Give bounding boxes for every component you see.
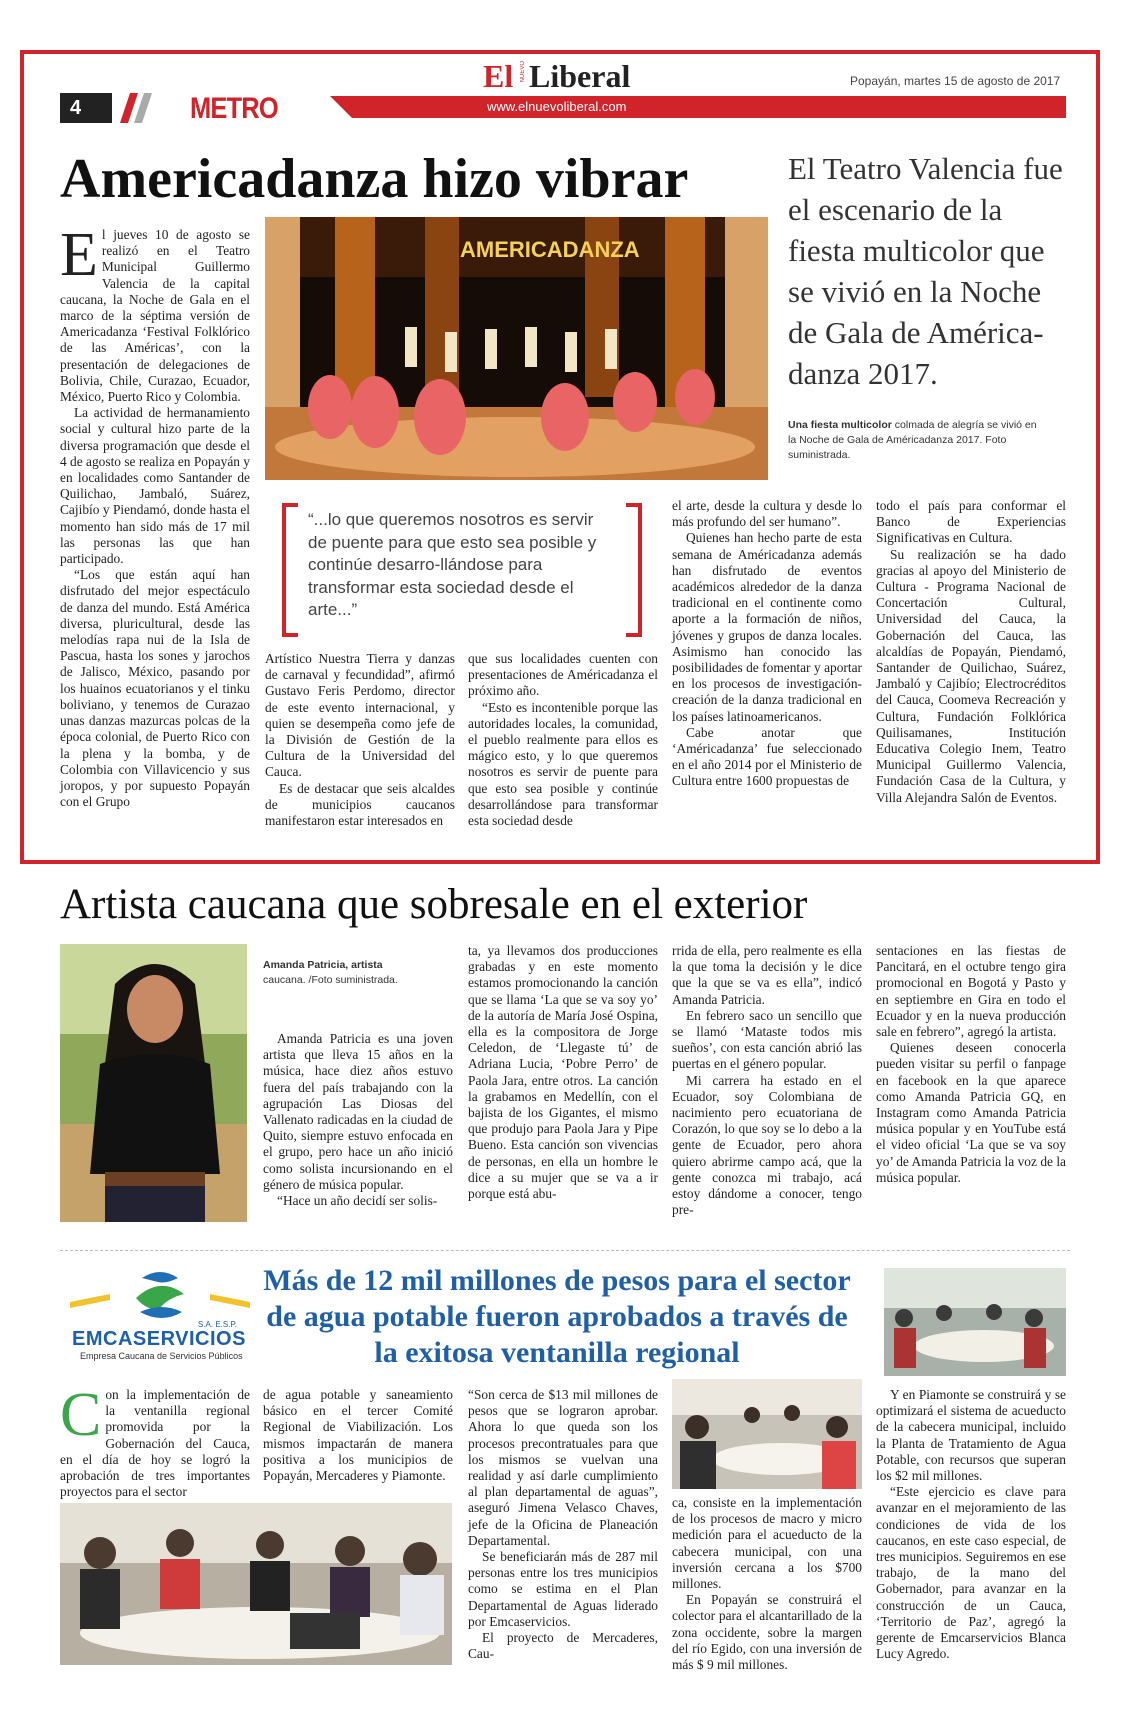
photo-caption: [263, 958, 413, 988]
caption-text: colmada de alegría se vivió en la Noche de Gala de Américadanza 2017. Foto suministrada.: [788, 419, 1037, 461]
water-drop-icon: [70, 1268, 250, 1324]
article-column-2: [468, 943, 658, 1202]
website-url: www.elnuevoliberal.com: [487, 99, 627, 114]
paragraph: “Son cerca de $13 mil millones de pesos que se lograron aprobar. Ahora lo que queda son los procesos precontratuales para que los mismos se vuelvan una realidad y así darle cumplimiento al plan departamental de aguas”, aseguró Jimena Velasco Chaves, jefe de la Oficina de Planeación Departamental.: [468, 1387, 658, 1548]
article-column-1: [60, 1381, 250, 1500]
photo-caption: [788, 418, 1038, 463]
paragraph: “Hace un año decidí ser solis-: [277, 1193, 438, 1209]
caption-lead: Una fiesta multicolor: [788, 419, 892, 431]
deck: El Teatro Valencia fue el escenario de la fiesta multicolor que se vivió en la Noche de Gala de América-danza 2017.: [788, 151, 1063, 391]
meeting-photo-mid: [672, 1379, 862, 1489]
paragraph: on la implementación de la ventanilla regional promovida por la Gobernación del Cauca, en el día de hoy se logró la aprobación de tres importantes proyectos para el sector: [60, 1387, 250, 1500]
logo-sa: S.A. E.S.P.: [198, 1320, 237, 1329]
article-column-5: [876, 1387, 1066, 1662]
paragraph: todo el país para conformar el Banco de Experiencias Significativas en Cultura.: [876, 498, 1066, 546]
paragraph: Y en Piamonte se construirá y se optimizará el sistema de acueducto de la cabecera municipal, incluido la Planta de Tratamiento de Agua Potable, con recursos que superan los $2 mil millones.: [876, 1387, 1066, 1484]
article-column-1: [60, 221, 251, 810]
article-column-5: [876, 498, 1066, 806]
article-column-4: [672, 1495, 862, 1673]
headline: Americadanza hizo vibrar: [60, 148, 689, 210]
headline: Más de 12 mil millones de pesos para el sector de agua potable fueron aprobados a través de la exitosa ventanilla regional: [263, 1264, 851, 1369]
logo-tagline: Empresa Caucana de Servicios Públicos: [80, 1351, 243, 1361]
paragraph: Mi carrera ha estado en el Ecuador, soy Colombiana de nacimiento pero ecuatoriana de Corazón, lo que soy se lo debo a la gente de Ecuador, pero ahora quiero abrirme campo acá, que la gente conozca mi trabajo, acá estoy dándome a conocer, tengo pre-: [672, 1072, 862, 1218]
headline: Artista caucana que sobresale en el exterior: [60, 881, 808, 928]
meeting-photo-top-image: [884, 1268, 1066, 1376]
meeting-photo-mid-image: [672, 1379, 862, 1489]
dance-photo: [265, 217, 768, 480]
paragraph: ca, consiste en la implementación de los procesos de macro y micro medición para el acueducto de la cabecera municipal, con una inversión cercana a los $700 millones.: [672, 1495, 862, 1592]
paragraph: En Popayán se construirá el colector para el alcantarillado de la zona occidente, sobre la margen del río Egido, con una inversión de más $ 9 mil millones.: [672, 1592, 862, 1673]
logo-nuevo: NUEVO: [520, 61, 526, 83]
section-title: METRO: [190, 92, 278, 125]
article-column-3: [468, 1387, 658, 1662]
paragraph: sentaciones en las fiestas de Pancitará, en el octubre tengo gira promocional en Bogotá y Pasto y en septiembre en Gira en todo el Ecuador y en la nueva producción sale en febrero”, agregó la artista.: [876, 943, 1066, 1040]
article-column-3: [468, 651, 658, 829]
masthead-logo: [483, 58, 643, 94]
caption-text: caucana. /Foto suministrada.: [263, 974, 398, 986]
article-column-1: [263, 1031, 453, 1209]
section-stripe-icon: [112, 93, 162, 123]
paragraph: l jueves 10 de agosto se realizó en el Teatro Municipal Guillermo Valencia de la capital caucana, la Noche de Gala en el marco de la séptima versión de Americadanza ‘Festival Folklórico de las Américas’, con la presentación de delegaciones de Bolivia, Chile, Curazao, Ecuador, México, Puerto Rico y Colombia.: [60, 227, 250, 405]
emcaservicios-logo: [70, 1268, 250, 1364]
header-red-band: [330, 96, 1066, 118]
paragraph: el arte, desde la cultura y desde lo más profundo del ser humano”.: [672, 498, 862, 530]
paragraph: “Esto es incontenible porque las autoridades locales, la comunidad, el pueblo realmente para ellos es mágico esto, y lo que queremos nosotros es servir de puente para que esto sea posible y continúe desarrollándose para transformar esta sociedad desde: [468, 699, 658, 829]
paragraph: Es de destacar que seis alcaldes de municipios caucanos manifestaron estar interesados en: [265, 780, 455, 829]
section-divider: [60, 1250, 1070, 1251]
paragraph: El proyecto de Mercaderes, Cau-: [468, 1630, 658, 1662]
stage-sign: AMERICADANZA: [460, 237, 640, 262]
paragraph: Su realización se ha dado gracias al apoyo del Ministerio de Cultura - Programa Nacional de Concertación Cultural, Universidad del Cauca, la Gobernación del Cauca, las alcaldías de Popayán, Piendamó, Santander de Quilichao, Suárez, Jambaló y Cajibío; Electrocréditos del Cauca, Coomeva Recreación y Cultura, Fundación Folklórica Quilisamanes, Institución Educativa Colegio Inem, Teatro Municipal Guillermo Valencia, Fundación Casa de la Cultura, y Villa Alejandra Salón de Eventos.: [876, 546, 1066, 805]
paragraph: Quienes han hecho parte de esta semana de Américadanza además han disfrutado de eventos académicos alrededor de la danza tradicional en el continente como aporte a la formación de niños, jóvenes y grupos de danza locales. Asimismo han conocido las posibilidades de fomentar y aportar en los procesos de investigación-creación de la danza tradicional en los países latinoamericanos.: [672, 530, 862, 724]
artist-photo: [60, 944, 247, 1222]
pull-quote: [282, 503, 642, 633]
paragraph: En febrero saco un sencillo que se llamó ‘Mataste todos mis sueños’, con esta canción abrió las puertas en el género popular.: [672, 1007, 862, 1072]
article-column-2: [263, 1387, 453, 1484]
logo-name: EMCASERVICIOS: [72, 1328, 246, 1350]
paragraph: que sus localidades cuenten con presentaciones de Américadanza el próximo año.: [468, 651, 658, 699]
quote-text: “...lo que queremos nosotros es servir de puente para que esto sea posible y continúe desarro-llándose para transformar esta sociedad desde el arte...”: [308, 510, 597, 619]
paragraph: Amanda Patricia es una joven artista que lleva 15 años en la música, hace diez años estuvo fuera del país trabajando con la agrupación Las Diosas del Vallenato radicadas en la ciudad de Quito, siempre estuvo enfocada en el grupo, pero hace un año inició como solista incursionando en el género de música popular.: [263, 1031, 453, 1192]
drop-cap: E: [60, 221, 98, 289]
paragraph: rrida de ella, pero realmente es ella la que toma la decisión y le dice que la que se va es ella”, indicó Amanda Patricia.: [672, 943, 862, 1007]
logo-liberal: Liberal: [529, 58, 631, 94]
meeting-photo-top: [884, 1268, 1066, 1376]
article-column-3: [672, 943, 862, 1218]
artist-photo-image: [60, 944, 247, 1222]
quote-bracket-right: [626, 503, 642, 637]
logo-el: El: [483, 58, 514, 94]
article-column-2: [265, 651, 455, 829]
dance-photo-image: [265, 217, 768, 480]
paragraph: La actividad de hermanamiento social y cultural hizo parte de la diversa programación que desde el 4 de agosto se realiza en Popayán y en localidades como Santander de Quilichao, Jambaló, Suárez, Cajibío y Piendamó, donde hasta el momento han sido más de 17 mil las personas las que han participado.: [60, 405, 251, 567]
paragraph: Cabe anotar que ‘Américadanza’ fue seleccionado en el año 2014 por el Ministerio de Cultura entre 1600 propuestas de: [672, 724, 862, 789]
drop-cap: C: [60, 1381, 102, 1449]
paragraph: Quienes deseen conocerla pueden visitar su perfil o fanpage en facebook en la que aparece como Amanda Patricia GQ, en Instagram como Amanda Patricia música popular y en YouTube está el video oficial ‘La que se va soy yo’ de Amanda Patricia la voz de la música popular.: [876, 1040, 1066, 1185]
quote-bracket-left: [282, 503, 298, 637]
article-column-4: [876, 943, 1066, 1186]
article-column-4: [672, 498, 862, 790]
caption-lead: Amanda Patricia, artista: [263, 959, 383, 971]
page-number: 4: [60, 93, 112, 123]
paragraph: Se beneficiarán más de 287 mil personas entre los tres municipios como se estima en el Plan Departamental de Aguas liderado por Emcaservicios.: [468, 1549, 658, 1629]
issue-date: Popayán, martes 15 de agosto de 2017: [850, 74, 1061, 88]
paragraph: “Este ejercicio es clave para avanzar en el mejoramiento de las condiciones de vida de los caucanos, en este caso especial, de tres municipios. Seguiremos en ese trabajo, de la mano del Gobernador, para avanzar en la construcción de un Cauca, ‘Territorio de Paz’, agregó la gerente de Emcarservicios Blanca Lucy Agredo.: [876, 1484, 1066, 1662]
paragraph: de agua potable y saneamiento básico en el tercer Comité Regional de Viabilización. Los mismos impactarán de manera positiva a los municipios de Popayán, Mercaderes y Piamonte.: [263, 1387, 453, 1484]
paragraph: Artístico Nuestra Tierra y danzas de carnaval y fecundidad”, afirmó Gustavo Feris Perdomo, director de este evento internacional, y quien se desempeña como jefe de la División de Gestión de la Cultura de la Universidad del Cauca.: [265, 651, 455, 780]
paragraph: ta, ya llevamos dos producciones grabadas y en este momento estamos promocionando la canción que se llama ‘La que se va soy yo’ de la autoría de María José Ospina, ella es la compositora de Jorge Celedon, de ‘Llegaste tú’ de Adriana Lucia, ‘Pobre Perro’ de Paola Jara, entre otros. La canción la grabamos en Medellín, con el bajista de los Gigantes, el mismo que produjo para Paola Jara y Pipe Bueno. Esta canción son vivencias de personas, en ella un hombre le dice a su mujer que se va a ir porque está abu-: [468, 943, 658, 1202]
meeting-photo-large-image: [60, 1503, 452, 1665]
meeting-photo-large: [60, 1503, 452, 1665]
paragraph: “Los que están aquí han disfrutado del mejor espectáculo de danza del mundo. Está América diversa, pluricultural, desde las melodías rapa nui de la Isla de Pascua, hasta los sones y jarochos de Jalisco, México, pasando por los huainos ecuatorianos y el tinku boliviano, y tenemos de Curazao unas danzas mazurcas polcas de la época colonial, de Puerto Rico con la plena y la bomba, y de Colombia con Villavicencio y sus joropos, y por supuesto Popayán con el Grupo: [60, 567, 250, 810]
